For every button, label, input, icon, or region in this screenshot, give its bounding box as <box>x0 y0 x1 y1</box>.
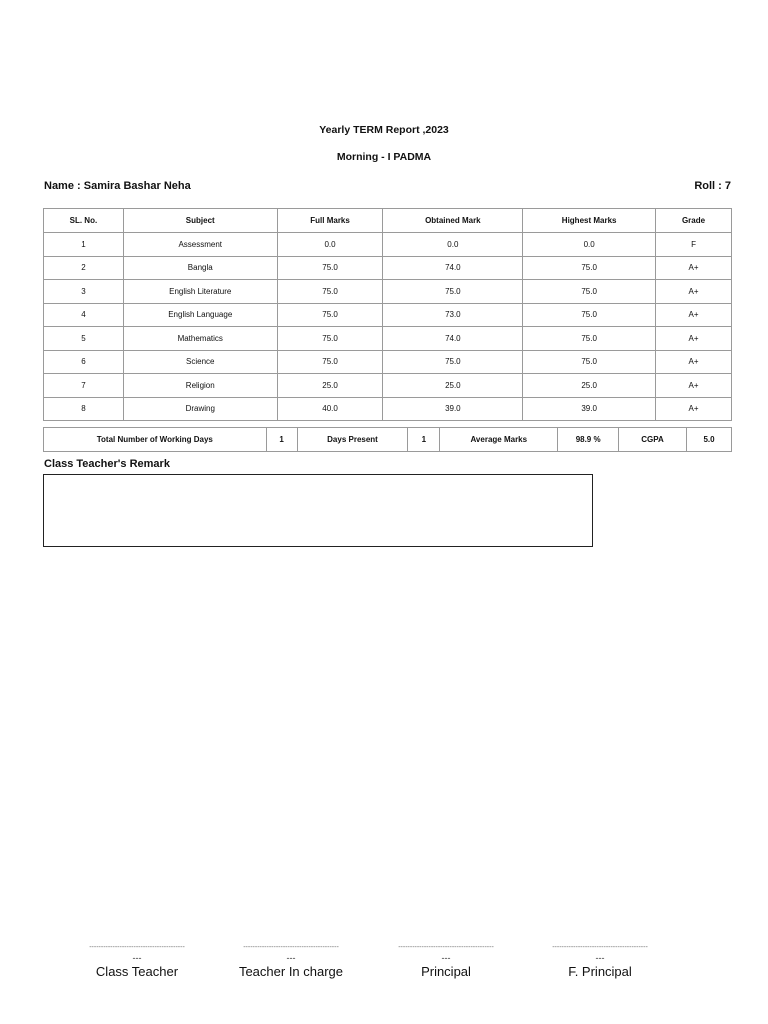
full-marks-cell: 75.0 <box>277 303 383 327</box>
column-header-obtained-mark: Obtained Mark <box>383 209 523 233</box>
average-marks-value: 98.9 % <box>558 428 619 452</box>
obtained-mark-cell: 0.0 <box>383 233 523 257</box>
signature-placeholder: --- <box>286 953 296 963</box>
subject-cell: Drawing <box>123 397 277 421</box>
full-marks-cell: 40.0 <box>277 397 383 421</box>
working-days-label: Total Number of Working Days <box>44 428 267 452</box>
sl-no-cell: 8 <box>44 397 124 421</box>
signature-line: ----------------------------------------- <box>89 944 185 951</box>
highest-marks-cell: 75.0 <box>523 327 656 351</box>
sl-no-cell: 5 <box>44 327 124 351</box>
days-present-value: 1 <box>408 428 440 452</box>
column-header-subject: Subject <box>123 209 277 233</box>
full-marks-cell: 75.0 <box>277 327 383 351</box>
table-row <box>44 397 732 421</box>
obtained-mark-cell: 74.0 <box>383 327 523 351</box>
signature-principal <box>371 944 521 979</box>
days-present-label: Days Present <box>297 428 408 452</box>
grade-cell: A+ <box>656 256 732 280</box>
student-info <box>44 180 731 192</box>
signature-class-teacher <box>62 944 212 979</box>
full-marks-cell: 75.0 <box>277 350 383 374</box>
full-marks-cell: 75.0 <box>277 280 383 304</box>
sl-no-cell: 3 <box>44 280 124 304</box>
sl-no-cell: 4 <box>44 303 124 327</box>
marks-table <box>43 208 732 421</box>
signature-label: F. Principal <box>568 964 632 979</box>
signature-teacher-in-charge <box>216 944 366 979</box>
sl-no-cell: 6 <box>44 350 124 374</box>
report-title: Yearly TERM Report ,2023 <box>319 124 449 136</box>
column-header-sl-no: SL. No. <box>44 209 124 233</box>
column-header-full-marks: Full Marks <box>277 209 383 233</box>
grade-cell: F <box>656 233 732 257</box>
highest-marks-cell: 39.0 <box>523 397 656 421</box>
signature-label: Class Teacher <box>95 964 179 979</box>
subject-cell: Mathematics <box>123 327 277 351</box>
full-marks-cell: 25.0 <box>277 374 383 398</box>
average-marks-label: Average Marks <box>440 428 558 452</box>
column-header-grade: Grade <box>656 209 732 233</box>
subject-cell: Science <box>123 350 277 374</box>
signature-line: ----------------------------------------- <box>243 944 339 951</box>
table-row <box>44 256 732 280</box>
table-row <box>44 350 732 374</box>
sl-no-cell: 7 <box>44 374 124 398</box>
sl-no-cell: 1 <box>44 233 124 257</box>
signature-placeholder: --- <box>132 953 142 963</box>
obtained-mark-cell: 75.0 <box>383 280 523 304</box>
marks-table-header <box>44 209 732 233</box>
grade-cell: A+ <box>656 374 732 398</box>
grade-cell: A+ <box>656 350 732 374</box>
signature-line: ----------------------------------------- <box>552 944 648 951</box>
signature-f-principal <box>525 944 675 979</box>
summary-row <box>44 428 732 452</box>
table-row <box>44 233 732 257</box>
highest-marks-cell: 75.0 <box>523 280 656 304</box>
subject-cell: English Language <box>123 303 277 327</box>
summary-table <box>43 427 732 452</box>
signature-placeholder: --- <box>595 953 605 963</box>
table-row <box>44 280 732 304</box>
obtained-mark-cell: 25.0 <box>383 374 523 398</box>
obtained-mark-cell: 73.0 <box>383 303 523 327</box>
sl-no-cell: 2 <box>44 256 124 280</box>
cgpa-value: 5.0 <box>687 428 732 452</box>
grade-cell: A+ <box>656 280 732 304</box>
shift-section: Morning - I PADMA <box>336 151 432 163</box>
subject-cell: Assessment <box>123 233 277 257</box>
table-row <box>44 303 732 327</box>
obtained-mark-cell: 39.0 <box>383 397 523 421</box>
signature-label: Teacher In charge <box>238 964 344 979</box>
obtained-mark-cell: 74.0 <box>383 256 523 280</box>
signature-label: Principal <box>421 964 471 979</box>
subject-cell: Bangla <box>123 256 277 280</box>
table-row <box>44 374 732 398</box>
signature-line: ----------------------------------------- <box>398 944 494 951</box>
highest-marks-cell: 0.0 <box>523 233 656 257</box>
highest-marks-cell: 75.0 <box>523 256 656 280</box>
column-header-highest-marks: Highest Marks <box>523 209 656 233</box>
grade-cell: A+ <box>656 327 732 351</box>
grade-cell: A+ <box>656 303 732 327</box>
signature-placeholder: --- <box>441 953 451 963</box>
table-row <box>44 327 732 351</box>
grade-cell: A+ <box>656 397 732 421</box>
subject-cell: English Literature <box>123 280 277 304</box>
subject-cell: Religion <box>123 374 277 398</box>
working-days-value: 1 <box>266 428 297 452</box>
cgpa-label: CGPA <box>619 428 687 452</box>
remark-heading: Class Teacher's Remark <box>44 458 170 470</box>
remark-box <box>43 474 593 547</box>
student-roll: Roll : 7 <box>694 180 731 192</box>
highest-marks-cell: 25.0 <box>523 374 656 398</box>
full-marks-cell: 0.0 <box>277 233 383 257</box>
obtained-mark-cell: 75.0 <box>383 350 523 374</box>
highest-marks-cell: 75.0 <box>523 303 656 327</box>
full-marks-cell: 75.0 <box>277 256 383 280</box>
highest-marks-cell: 75.0 <box>523 350 656 374</box>
student-name: Name : Samira Bashar Neha <box>44 180 191 192</box>
